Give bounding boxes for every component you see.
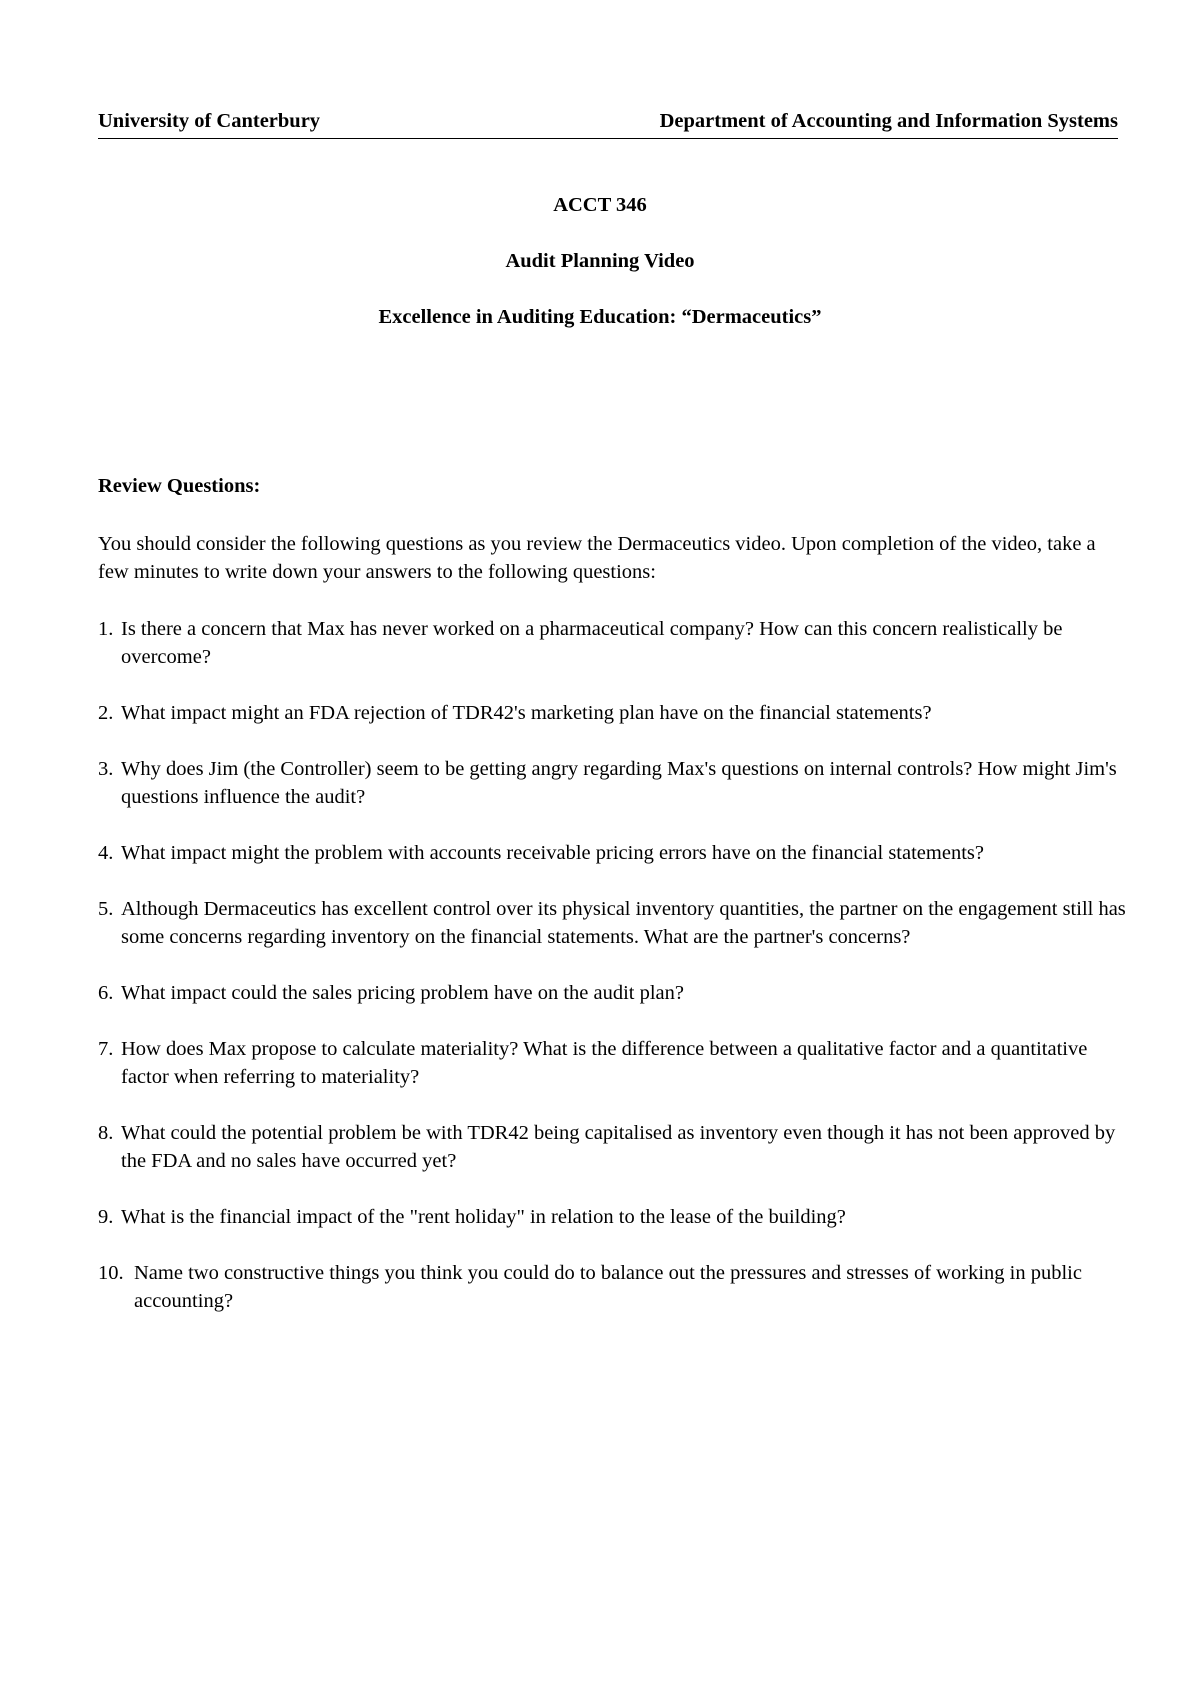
question-text: How does Max propose to calculate materiality? What is the difference between a qualitative factor and a quantitative factor when referring to materiality? (121, 1038, 1088, 1088)
question-item (98, 615, 1138, 671)
question-number: 2. (98, 702, 114, 724)
question-text: Is there a concern that Max has never worked on a pharmaceutical company? How can this concern realistically be overcome? (121, 618, 1063, 668)
institution-name: University of Canterbury (98, 110, 321, 132)
question-number: 10. (98, 1262, 124, 1284)
question-text: What impact might the problem with accounts receivable pricing errors have on the financial statements? (121, 842, 984, 864)
question-item (98, 839, 1138, 867)
question-number: 5. (98, 898, 114, 920)
question-item (98, 1035, 1138, 1091)
question-item (98, 895, 1138, 951)
intro-paragraph: You should consider the following questions as you review the Dermaceutics video. Upon completion of the video, take a few minutes to write down your answers to the following questions: (98, 533, 1096, 583)
question-number: 6. (98, 982, 114, 1004)
question-text: What impact might an FDA rejection of TDR42's marketing plan have on the financial statements? (121, 702, 932, 724)
question-number: 3. (98, 758, 114, 780)
question-text: What impact could the sales pricing problem have on the audit plan? (121, 982, 684, 1004)
question-text: What could the potential problem be with TDR42 being capitalised as inventory even though it has not been approved by the FDA and no sales have occurred yet? (121, 1122, 1116, 1172)
course-code: ACCT 346 (553, 194, 647, 216)
question-item (98, 1203, 1138, 1231)
question-item (98, 699, 1138, 727)
section-heading: Review Questions: (98, 475, 261, 497)
question-text: Why does Jim (the Controller) seem to be getting angry regarding Max's questions on internal controls? How might Jim's questions influence the audit? (121, 758, 1117, 808)
question-number: 8. (98, 1122, 114, 1144)
question-list (98, 615, 1138, 1343)
question-text: Although Dermaceutics has excellent control over its physical inventory quantities, the partner on the engagement still has some concerns regarding inventory on the financial statements. What are the partner's concerns? (121, 898, 1126, 948)
question-number: 4. (98, 842, 114, 864)
department-name: Department of Accounting and Information Systems (659, 110, 1118, 132)
question-item (98, 755, 1138, 811)
document-subtitle: Audit Planning Video (505, 250, 695, 272)
question-text: What is the financial impact of the "rent holiday" in relation to the lease of the building? (121, 1206, 846, 1228)
question-number: 1. (98, 618, 114, 640)
question-item (98, 979, 1138, 1007)
question-item (98, 1119, 1138, 1175)
video-title: Excellence in Auditing Education: “Dermaceutics” (378, 306, 822, 328)
page-header (98, 108, 1118, 139)
question-text: Name two constructive things you think you could do to balance out the pressures and stresses of working in public accounting? (134, 1262, 1082, 1312)
question-number: 7. (98, 1038, 114, 1060)
question-number: 9. (98, 1206, 114, 1228)
question-item (98, 1259, 1138, 1315)
